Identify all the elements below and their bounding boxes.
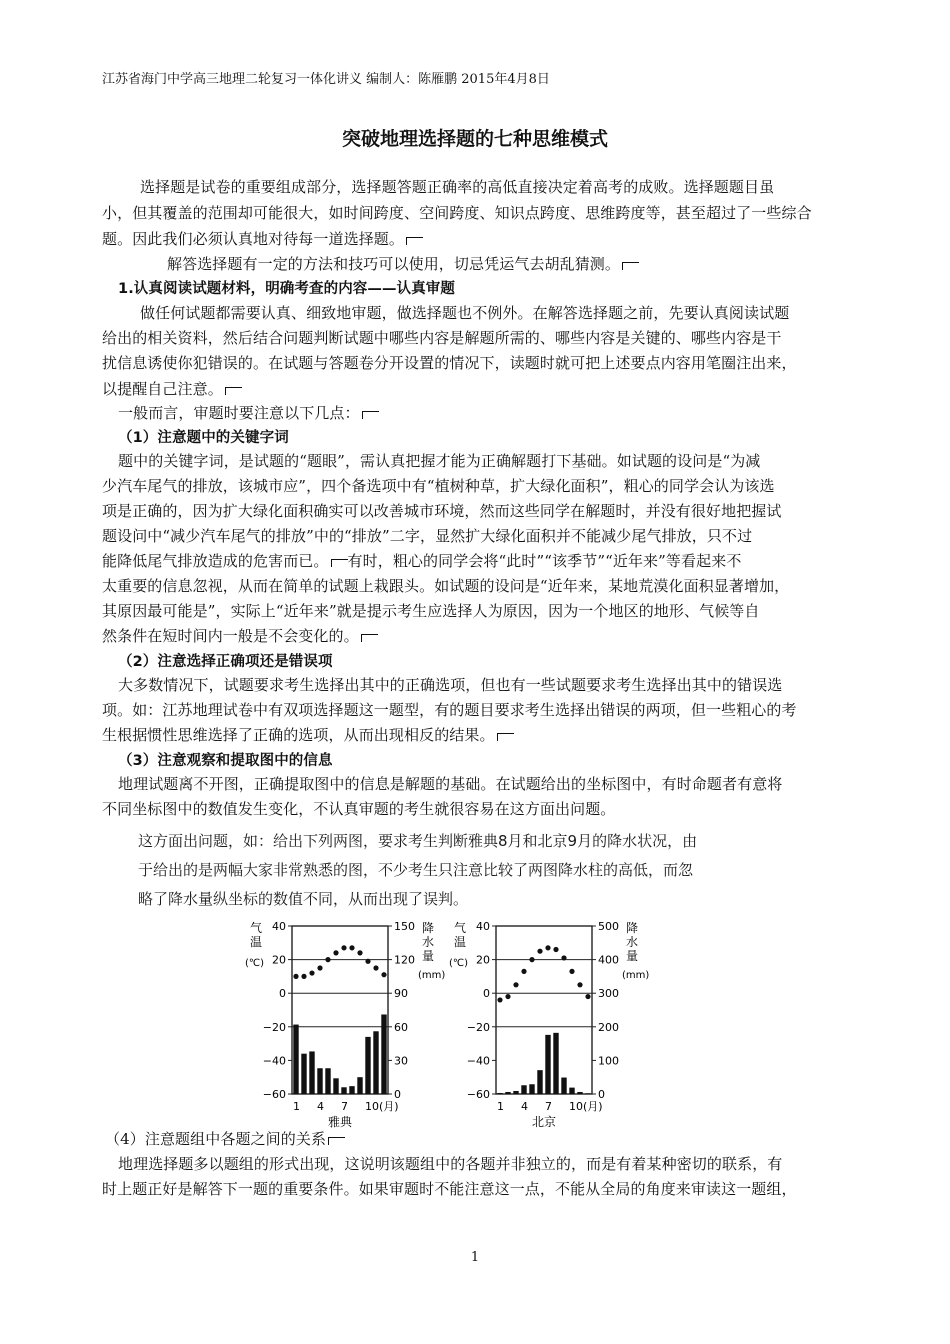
y-left-axis-label: 温	[454, 935, 467, 949]
y-left-tick-label: 40	[476, 920, 490, 933]
y-left-axis-unit: (℃)	[245, 958, 265, 969]
paragraph-line: 不同坐标图中的数值发生变化，不认真审题的考生就很容易在这方面出问题。	[102, 800, 616, 818]
y-left-tick-label: 0	[279, 987, 286, 1001]
precipitation-bar	[553, 1033, 558, 1094]
y-left-tick-label: 20	[272, 953, 286, 967]
temperature-point	[301, 974, 306, 979]
temperature-point	[333, 950, 338, 955]
precipitation-bar	[357, 1077, 362, 1094]
precipitation-bar	[309, 1051, 314, 1094]
point-heading: （2）注意选择正确项还是错误项	[118, 654, 333, 670]
y-right-axis-label: 水	[422, 935, 435, 949]
paragraph-line: 太重要的信息忽视，从而在简单的试题上栽跟头。如试题的设问是“近年来，某地荒漠化面积显著增加，	[102, 577, 790, 595]
precipitation-bar	[505, 1092, 510, 1094]
temperature-point	[497, 997, 502, 1002]
paragraph-line: 然条件在短时间内一般是不会变化的。	[102, 625, 378, 646]
precipitation-bar	[537, 1070, 542, 1094]
precipitation-bar	[513, 1091, 518, 1094]
y-right-tick-label: 0	[394, 1088, 401, 1101]
y-right-tick-label: 90	[394, 987, 408, 1001]
revision-mark	[328, 1137, 345, 1145]
paragraph-line: 其原因最可能是”，实际上“近年来”就是提示考生应选择人为原因，因为一个地区的地形、气候等自	[102, 602, 760, 620]
x-tick-label: 4	[521, 1100, 528, 1113]
temperature-point	[373, 965, 378, 970]
y-right-tick-label: 0	[598, 1088, 605, 1101]
precipitation-bar	[497, 1093, 502, 1094]
y-right-tick-label: 200	[598, 1020, 619, 1034]
temperature-point	[365, 959, 370, 964]
precipitation-bar	[333, 1078, 338, 1094]
temperature-point	[553, 947, 558, 952]
precipitation-bar	[577, 1092, 582, 1094]
precipitation-bar	[373, 1031, 378, 1094]
temperature-point	[325, 957, 330, 962]
temperature-point	[309, 970, 314, 975]
paragraph-line: 以提醒自己注意。	[102, 378, 242, 399]
figure-caption-line: 这方面出问题，如：给出下列两图，要求考生判断雅典8月和北京9月的降水状况，由	[138, 832, 698, 850]
y-left-tick-label: 0	[483, 987, 490, 1001]
y-left-tick-label: −40	[466, 1054, 490, 1068]
chart-frame	[496, 926, 592, 1094]
precipitation-bar	[349, 1086, 354, 1094]
precipitation-bar	[569, 1088, 574, 1094]
temperature-point	[561, 955, 566, 960]
y-right-tick-label: 60	[394, 1020, 408, 1034]
point-heading: （4）注意题组中各题之间的关系	[105, 1128, 345, 1149]
paragraph-line: 扰信息诱使你犯错误的。在试题与答题卷分开设置的情况下，读题时就可把上述要点内容用笔圈注出来，	[102, 354, 797, 372]
paragraph-line: 项是正确的，因为扩大绿化面积确实可以改善城市环境，然而这些同学在解题时，并没有很好地把握试	[102, 502, 782, 520]
figure-caption-line: 于给出的是两幅大家非常熟悉的图，不少考生只注意比较了两图降水柱的高低，而忽	[138, 861, 694, 879]
temperature-point	[357, 950, 362, 955]
document-header: 江苏省海门中学高三地理二轮复习一体化讲义 编制人：陈雁鹏 2015年4月8日	[102, 72, 550, 87]
y-left-tick-label: 40	[272, 920, 286, 933]
y-right-tick-label: 150	[394, 920, 415, 933]
y-left-tick-label: −20	[262, 1020, 286, 1034]
temperature-point	[545, 945, 550, 950]
temperature-point	[569, 969, 574, 974]
x-tick-label: 1	[497, 1100, 504, 1113]
precipitation-bar	[293, 1025, 298, 1094]
y-left-tick-label: −60	[466, 1088, 490, 1101]
precipitation-bar	[301, 1054, 306, 1094]
temperature-point	[505, 994, 510, 999]
chart-title: 北京	[531, 1115, 557, 1129]
y-left-axis-label: 气	[250, 921, 263, 935]
paragraph-line: 地理试题离不开图，正确提取图中的信息是解题的基础。在试题给出的坐标图中，有时命题者有意将	[118, 775, 783, 793]
temperature-point	[293, 974, 298, 979]
temperature-point	[537, 949, 542, 954]
intro-line: 选择题是试卷的重要组成部分，选择题答题正确率的高低直接决定着高考的成败。选择题题目虽	[140, 178, 775, 196]
y-right-tick-label: 100	[598, 1054, 619, 1068]
precipitation-bar	[585, 1093, 590, 1094]
precipitation-bar	[325, 1068, 330, 1094]
y-left-tick-label: −60	[262, 1088, 286, 1101]
precipitation-bar	[381, 1014, 386, 1094]
precipitation-bar	[529, 1084, 534, 1094]
paragraph-line: 给出的相关资料，然后结合问题判断试题中哪些内容是解题所需的、哪些内容是关键的、哪些内容是干	[102, 329, 782, 347]
y-right-axis-label: 水	[626, 935, 639, 949]
y-left-tick-label: −40	[262, 1054, 286, 1068]
paragraph-line: 地理选择题多以题组的形式出现，这说明该题组中的各题并非独立的，而是有着某种密切的联系，有	[118, 1155, 783, 1173]
y-left-axis-unit: (℃)	[449, 958, 469, 969]
y-right-axis-unit: (mm)	[418, 970, 446, 981]
temperature-point	[349, 945, 354, 950]
paragraph-line: 做任何试题都需要认真、细致地审题，做选择题也不例外。在解答选择题之前，先要认真阅读试题	[140, 304, 790, 322]
paragraph-line: 题中的关键字词，是试题的“题眼”，需认真把握才能为正确解题打下基础。如试题的设问是“为减	[118, 452, 761, 470]
document-title: 突破地理选择题的七种思维模式	[341, 128, 608, 150]
section-heading: 1.认真阅读试题材料，明确考查的内容——认真审题	[118, 281, 455, 297]
figure-caption-line: 略了降水量纵坐标的数值不同，从而出现了误判。	[138, 890, 469, 908]
intro-line: 小，但其覆盖的范围却可能很大，如时间跨度、空间跨度、知识点跨度、思维跨度等，甚至超过了一些综合	[102, 204, 812, 222]
chart-title: 雅典	[327, 1115, 353, 1129]
paragraph-line: 项。如：江苏地理试卷中有双项选择题这一题型，有的题目要求考生选择出错误的两项，但一些粗心的考	[102, 701, 797, 719]
x-tick-label: 10(月)	[569, 1100, 603, 1113]
temperature-point	[341, 945, 346, 950]
y-right-tick-label: 500	[598, 920, 619, 933]
temperature-point	[381, 972, 386, 977]
point-heading: （3）注意观察和提取图中的信息	[118, 753, 333, 769]
point-heading: （1）注意题中的关键字词	[118, 430, 289, 446]
y-left-tick-label: −20	[466, 1020, 490, 1034]
temperature-point	[529, 957, 534, 962]
temperature-point	[317, 965, 322, 970]
precipitation-bar	[521, 1085, 526, 1094]
y-right-tick-label: 30	[394, 1054, 408, 1068]
intro-line: 解答选择题有一定的方法和技巧可以使用，切忌凭运气去胡乱猜测。	[167, 253, 639, 274]
paragraph-line: 少汽车尾气的排放，该城市应”，四个备选项中有“植树种草，扩大绿化面积”，粗心的同学会认为该选	[102, 477, 775, 495]
y-right-axis-label: 降	[422, 921, 435, 935]
precipitation-bar	[545, 1035, 550, 1094]
y-right-axis-label: 量	[626, 949, 639, 963]
temperature-point	[577, 982, 582, 987]
y-right-axis-label: 降	[626, 921, 639, 935]
intro-line: 题。因此我们必须认真地对待每一道选择题。	[102, 228, 423, 249]
precipitation-bar	[317, 1068, 322, 1094]
y-right-tick-label: 120	[394, 953, 415, 967]
y-right-tick-label: 300	[598, 987, 619, 1001]
paragraph-line: 大多数情况下，试题要求考生选择出其中的正确选项，但也有一些试题要求考生选择出其中的错误选	[118, 676, 783, 694]
temperature-point	[513, 982, 518, 987]
temperature-point	[585, 994, 590, 999]
y-left-tick-label: 20	[476, 953, 490, 967]
paragraph-line: 生根据惯性思维选择了正确的选项，从而出现相反的结果。	[102, 724, 514, 745]
paragraph-line: 题设问中“减少汽车尾气的排放”中的“排放”二字，显然扩大绿化面积并不能减少尾气排放，只不过	[102, 527, 753, 545]
x-tick-label: 7	[545, 1100, 552, 1113]
x-tick-label: 7	[341, 1100, 348, 1113]
y-right-axis-label: 量	[422, 949, 435, 963]
y-left-axis-label: 气	[454, 921, 467, 935]
precipitation-bar	[561, 1078, 566, 1094]
precipitation-bar	[341, 1087, 346, 1094]
paragraph-line: 一般而言，审题时要注意以下几点：	[118, 402, 379, 423]
precipitation-bar	[365, 1037, 370, 1094]
y-right-axis-unit: (mm)	[622, 970, 650, 981]
paragraph-line: 时上题正好是解答下一题的重要条件。如果审题时不能注意这一点，不能从全局的角度来审读这一题组，	[102, 1180, 797, 1198]
paragraph-line: 能降低尾气排放造成的危害而已。 有时，粗心的同学会将“此时”“该季节”“近年来”等看起来不	[102, 552, 742, 570]
temperature-point	[521, 969, 526, 974]
page-number: 1	[470, 1250, 480, 1265]
x-tick-label: 4	[317, 1100, 324, 1113]
x-tick-label: 1	[293, 1100, 300, 1113]
y-left-axis-label: 温	[250, 935, 263, 949]
x-tick-label: 10(月)	[365, 1100, 399, 1113]
y-right-tick-label: 400	[598, 953, 619, 967]
